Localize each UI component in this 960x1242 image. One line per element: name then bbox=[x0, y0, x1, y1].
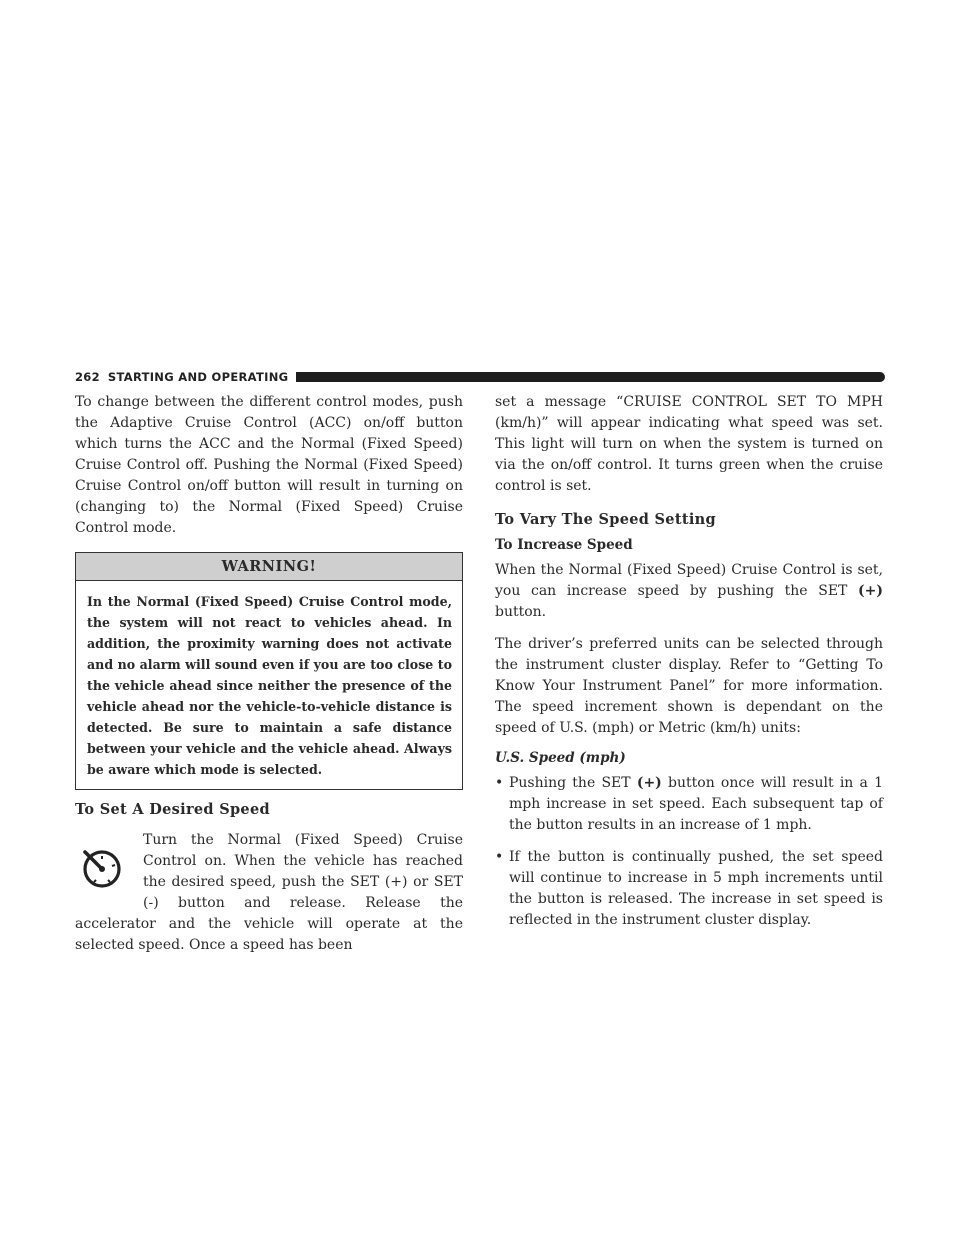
page-header bbox=[75, 370, 885, 384]
us-speed-heading: U.S. Speed (mph) bbox=[495, 750, 626, 766]
units-paragraph: The driver’s preferred units can be selected through the instrument cluster display. Refer to “Getting To Know Your Instrument Panel” for more information. The speed increment shown is dependant on the speed of U.S. (mph) or Metric (km/h) units: bbox=[495, 636, 883, 736]
left-column bbox=[75, 392, 463, 967]
set-speed-text: Turn the Normal (Fixed Speed) Cruise Control on. When the vehicle has reached the desired speed, push the SET (+) or SET (-) button and release. Release the accelerator and the vehicle will operate at the selected speed. Once a speed has been bbox=[75, 832, 463, 953]
warning-text: In the Normal (Fixed Speed) Cruise Control mode, the system will not react to vehicles ahead. In addition, the proximity warning does not activate and no alarm will sound even if you are too close to the vehicle ahead since neither the presence of the vehicle ahead nor the vehicle-to-vehicle distance is detected. Be sure to maintain a safe distance between your vehicle and the vehicle ahead. Always be aware which mode is selected. bbox=[87, 594, 452, 777]
page-number: 262 bbox=[75, 370, 100, 384]
list-item: • Pushing the SET (+) button once will result in a 1 mph increase in set speed. Each subsequent tap of the button results in an increase of 1 mph. bbox=[495, 775, 884, 833]
set-speed-section bbox=[75, 830, 463, 956]
set-speed-heading: To Set A Desired Speed bbox=[75, 801, 270, 818]
us-speed-list bbox=[495, 773, 883, 931]
increase-paragraph: When the Normal (Fixed Speed) Cruise Control is set, you can increase speed by pushing the SET (+) button. bbox=[495, 562, 883, 620]
warning-title: WARNING! bbox=[76, 553, 462, 581]
warning-box bbox=[75, 552, 463, 790]
continued-paragraph: set a message “CRUISE CONTROL SET TO MPH (km/h)” will appear indicating what speed was set. This light will turn on when the system is turned on via the on/off control. It turns green when the cruise control is set. bbox=[495, 394, 883, 494]
intro-paragraph: To change between the different control modes, push the Adaptive Cruise Control (ACC) on/off button which turns the ACC and the Normal (Fixed Speed) Cruise Control off. Pushing the Normal (Fixed Speed) Cruise Control on/off button will result in turning on (changing to) the Normal (Fixed Speed) Cruise Control mode. bbox=[75, 394, 463, 536]
right-column bbox=[495, 392, 883, 942]
increase-speed-heading: To Increase Speed bbox=[495, 537, 633, 553]
set-plus-label: (+) bbox=[858, 583, 883, 599]
cruise-control-speedometer-icon bbox=[75, 836, 129, 902]
vary-speed-heading: To Vary The Speed Setting bbox=[495, 511, 716, 528]
header-rule bbox=[296, 372, 885, 382]
list-item: • If the button is continually pushed, the set speed will continue to increase in 5 mph increments until the button is released. The increase in set speed is reflected in the instrument cluster display. bbox=[495, 849, 883, 928]
section-title: STARTING AND OPERATING bbox=[107, 370, 289, 384]
